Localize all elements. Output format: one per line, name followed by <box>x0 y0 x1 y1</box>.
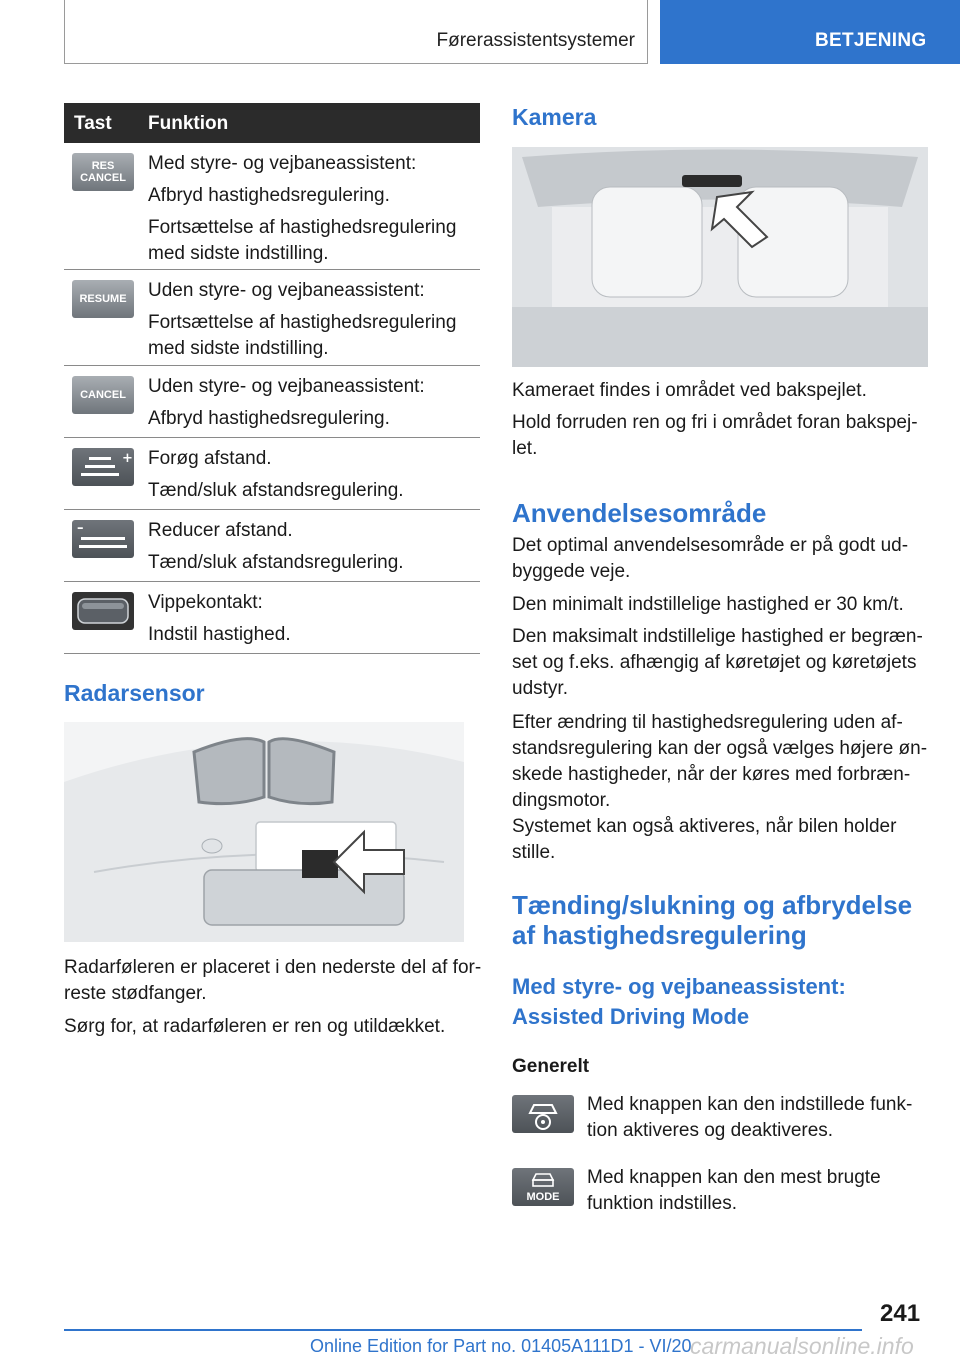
row-text: Fortsættelse af hastighedsregulering med sidste indstilling. <box>148 217 457 264</box>
usage-paragraph-2: Den minimalt indstillelige hastighed er 30 km/t. <box>512 594 904 615</box>
switching-heading: Tænding/slukning og afbrydelse af hastighedsregulering <box>512 890 913 950</box>
row-text: Forøg afstand. <box>148 448 272 469</box>
row-text: Vippekontakt: <box>148 592 263 613</box>
header-box <box>64 0 648 64</box>
row-text: Tænd/sluk afstandsregulering. <box>148 552 404 573</box>
mode-button-text: Med knappen kan den mest brugte funktion indstilles. <box>587 1167 881 1214</box>
table-row <box>64 582 480 654</box>
usage-paragraph-1: Det optimal anvendelsesområde er på godt udbyggede veje. <box>512 535 909 582</box>
row-text: Tænd/sluk afstandsregulering. <box>148 480 404 501</box>
section-tab-label: BETJENING <box>815 30 927 51</box>
footer-edition: Online Edition for Part no. 01405A111D1 - VI/20 <box>310 1336 692 1356</box>
usage-heading: Anvendelsesområde <box>512 498 767 528</box>
table-row <box>64 270 480 366</box>
row-description <box>148 446 476 510</box>
camera-paragraph-1: Kameraet findes i området ved bakspejlet. <box>512 380 867 401</box>
table-row <box>64 510 480 582</box>
cancel-button-icon: CANCEL <box>72 376 134 414</box>
radar-paragraph-1: Radarføleren er placeret i den nederste del af forreste stødfanger. <box>64 957 482 1004</box>
row-text: Med styre- og vejbaneassistent: <box>148 153 417 174</box>
row-text: Indstil hastighed. <box>148 624 291 645</box>
footer-divider <box>64 1329 862 1331</box>
row-text: Fortsættelse af hastighedsregulering med sidste indstilling. <box>148 312 457 359</box>
rocker-switch-icon <box>72 592 134 630</box>
table-row <box>64 438 480 510</box>
general-heading: Generelt <box>512 1056 590 1077</box>
row-text: Afbryd hastighedsregulering. <box>148 185 390 206</box>
section-tab[interactable] <box>660 0 960 64</box>
usage-paragraph-3: Den maksimalt indstillelige hastighed er begrænset og f.eks. afhængig af køretøjet og køretøjets udstyr. <box>512 626 923 699</box>
radar-sensor-image <box>64 722 464 942</box>
resume-button-icon: RESUME <box>72 280 134 318</box>
key-function-table <box>64 103 480 654</box>
table-row <box>64 366 480 438</box>
row-description <box>148 590 476 654</box>
row-text: Reducer afstand. <box>148 520 293 541</box>
svg-text:+: + <box>122 451 133 466</box>
col-function: Funktion <box>148 113 229 134</box>
camera-heading: Kamera <box>512 104 597 130</box>
mode-button-label: MODE <box>526 1191 560 1203</box>
row-description <box>148 278 476 368</box>
camera-image <box>512 147 928 367</box>
chapter-title: Førerassistentsystemer <box>436 30 635 51</box>
row-description <box>148 151 476 273</box>
footer-watermark: carmanualsonline.info <box>690 1333 914 1359</box>
col-key: Tast <box>74 113 112 134</box>
row-description <box>148 518 476 582</box>
row-text: Uden styre- og vejbaneassistent: <box>148 376 425 397</box>
distance-decrease-icon <box>72 520 134 558</box>
res-cancel-button-icon: RES CANCEL <box>72 153 134 191</box>
assist-button-icon <box>512 1095 574 1133</box>
switching-subheading: Med styre- og vejbaneassistent: Assisted Driving Mode <box>512 974 846 1029</box>
assist-button-text: Med knappen kan den indstillede funktion aktiveres og deaktiveres. <box>587 1094 913 1141</box>
table-row <box>64 143 480 270</box>
table-header <box>64 103 480 143</box>
svg-text:–: – <box>77 521 84 536</box>
row-text: Uden styre- og vejbaneassistent: <box>148 280 425 301</box>
radar-paragraph-2: Sørg for, at radarføleren er ren og utildækket. <box>64 1016 446 1037</box>
radar-heading: Radarsensor <box>64 680 205 706</box>
usage-paragraph-5: Systemet kan også aktiveres, når bilen holder stille. <box>512 816 897 863</box>
camera-paragraph-2: Hold forruden ren og fri i området foran bakspejlet. <box>512 412 918 459</box>
distance-increase-icon <box>72 448 134 486</box>
mode-button-icon <box>512 1168 574 1206</box>
row-description <box>148 374 476 438</box>
row-text: Afbryd hastighedsregulering. <box>148 408 390 429</box>
page-number: 241 <box>880 1300 921 1327</box>
usage-paragraph-4: Efter ændring til hastighedsregulering uden afstandsregulering kan der også vælges højere ønskede hastigheder, når der køres med forbrændingsmotor. <box>512 712 928 811</box>
